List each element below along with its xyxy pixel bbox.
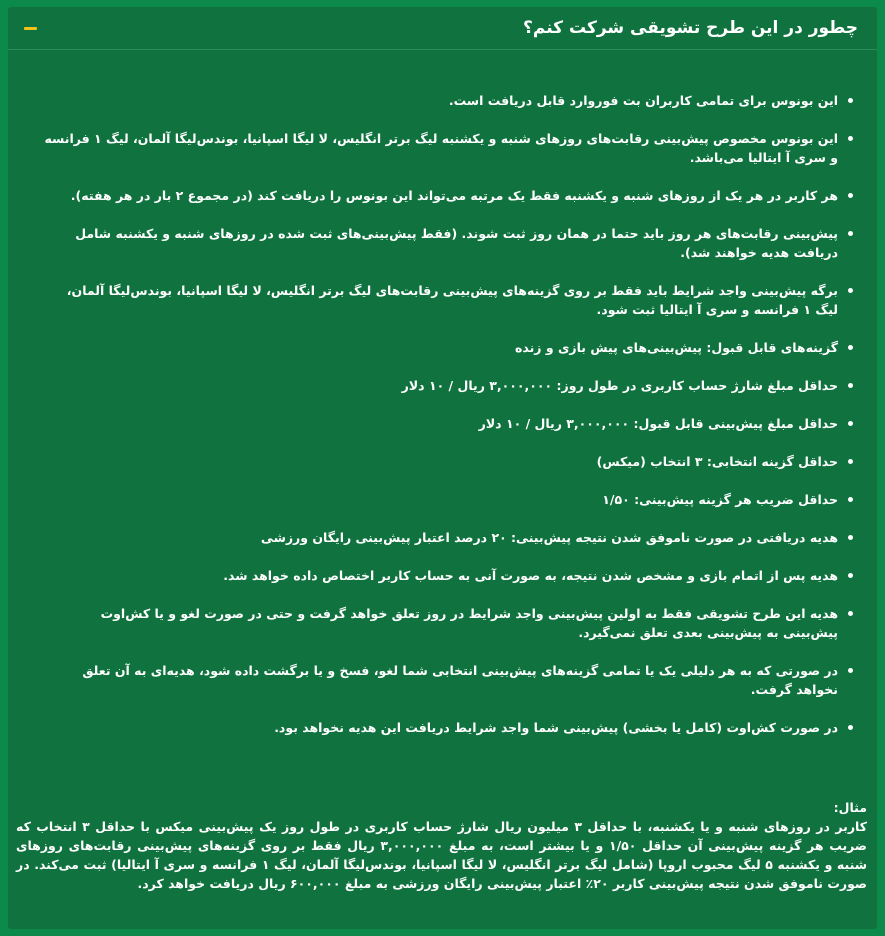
rule-item: برگه پیش‌بینی واجد شرایط باید فقط بر روی گزینه‌های پیش‌بینی رقابت‌های لیگ برتر انگلیس، لا لیگا اسپانیا، بوندس‌لیگا آلمان، لیگ ۱ فرانسه و سری آ ایتالیا ثبت شود. [42,281,863,319]
accordion-panel [8,7,877,929]
rule-item: در صورتی که به هر دلیلی یک یا تمامی گزینه‌های پیش‌بینی انتخابی شما لغو، فسخ و یا برگشت داده شود، هدیه‌ای به آن تعلق نخواهد گرفت. [42,661,863,699]
rules-list [42,91,863,756]
rule-item: در صورت کش‌اوت (کامل یا بخشی) پیش‌بینی شما واجد شرایط دریافت این هدیه نخواهد بود. [42,718,863,737]
rule-item: گزینه‌های قابل قبول: پیش‌بینی‌های پیش بازی و زنده [42,338,863,357]
example-label: مثال: [833,800,867,815]
accordion-header[interactable] [8,7,877,50]
rule-item: هدیه دریافتی در صورت ناموفق شدن نتیجه پیش‌بینی: ۲۰ درصد اعتبار پیش‌بینی رایگان ورزشی [42,528,863,547]
rule-item: حداقل مبلغ پیش‌بینی قابل قبول: ۳,۰۰۰,۰۰۰ ریال / ۱۰ دلار [42,414,863,433]
example-text: کاربر در روزهای شنبه و یا یکشنبه، با حداقل ۳ میلیون ریال شارژ حساب کاربری در طول روز یک پیش‌بینی میکس با حداقل ۳ انتخاب که ضریب هر گزینه پیش‌بینی آن حداقل ۱/۵۰ و یا بیشتر است، به مبلغ ۳,۰۰۰,۰۰۰ ریال فقط بر روی گزینه‌های پیش‌بینی رقابت‌های روزهای شنبه و یکشنبه ۵ لیگ محبوب اروپا (شامل لیگ برتر انگلیس، لا لیگا اسپانیا، بوندس‌لیگا آلمان، لیگ ۱ فرانسه و سری آ ایتالیا) ثبت می‌کند. در صورت ناموفق شدن نتیجه پیش‌بینی کاربر ۲۰٪ اعتبار پیش‌بینی رایگان ورزشی به مبلغ ۶۰۰,۰۰۰ ریال دریافت خواهد کرد. [16,819,868,891]
rule-item: حداقل مبلغ شارژ حساب کاربری در طول روز: ۳,۰۰۰,۰۰۰ ریال / ۱۰ دلار [42,376,863,395]
rule-item: حداقل گزینه انتخابی: ۳ انتخاب (میکس) [42,452,863,471]
rule-item: حداقل ضریب هر گزینه پیش‌بینی: ۱/۵۰ [42,490,863,509]
rule-item: هر کاربر در هر یک از روزهای شنبه و یکشنبه فقط یک مرتبه می‌تواند این بونوس را دریافت کند (در مجموع ۲ بار در هر هفته). [42,186,863,205]
section-title: چطور در این طرح تشویقی شرکت کنم؟ [523,18,858,38]
rule-item: هدیه این طرح تشویقی فقط به اولین پیش‌بینی واجد شرایط در روز تعلق خواهد گرفت و حتی در صورت لغو و یا کش‌اوت پیش‌بینی به پیش‌بینی بعدی تعلق نمی‌گیرد. [42,604,863,642]
example-block [16,798,867,893]
collapse-icon[interactable] [24,27,37,30]
rule-item: هدیه پس از اتمام بازی و مشخص شدن نتیجه، به صورت آنی به حساب کاربر اختصاص داده خواهد شد. [42,566,863,585]
rule-item: این بونوس مخصوص پیش‌بینی رقابت‌های روزهای شنبه و یکشنبه لیگ برتر انگلیس، لا لیگا اسپانیا، بوندس‌لیگا آلمان، لیگ ۱ فرانسه و سری آ ایتالیا می‌باشد. [42,129,863,167]
rule-item: این بونوس برای تمامی کاربران بت فوروارد قابل دریافت است. [42,91,863,110]
rule-item: پیش‌بینی رقابت‌های هر روز باید حتما در همان روز ثبت شوند. (فقط پیش‌بینی‌های ثبت شده در روزهای شنبه و یکشنبه شامل دریافت هدیه خواهند شد). [42,224,863,262]
